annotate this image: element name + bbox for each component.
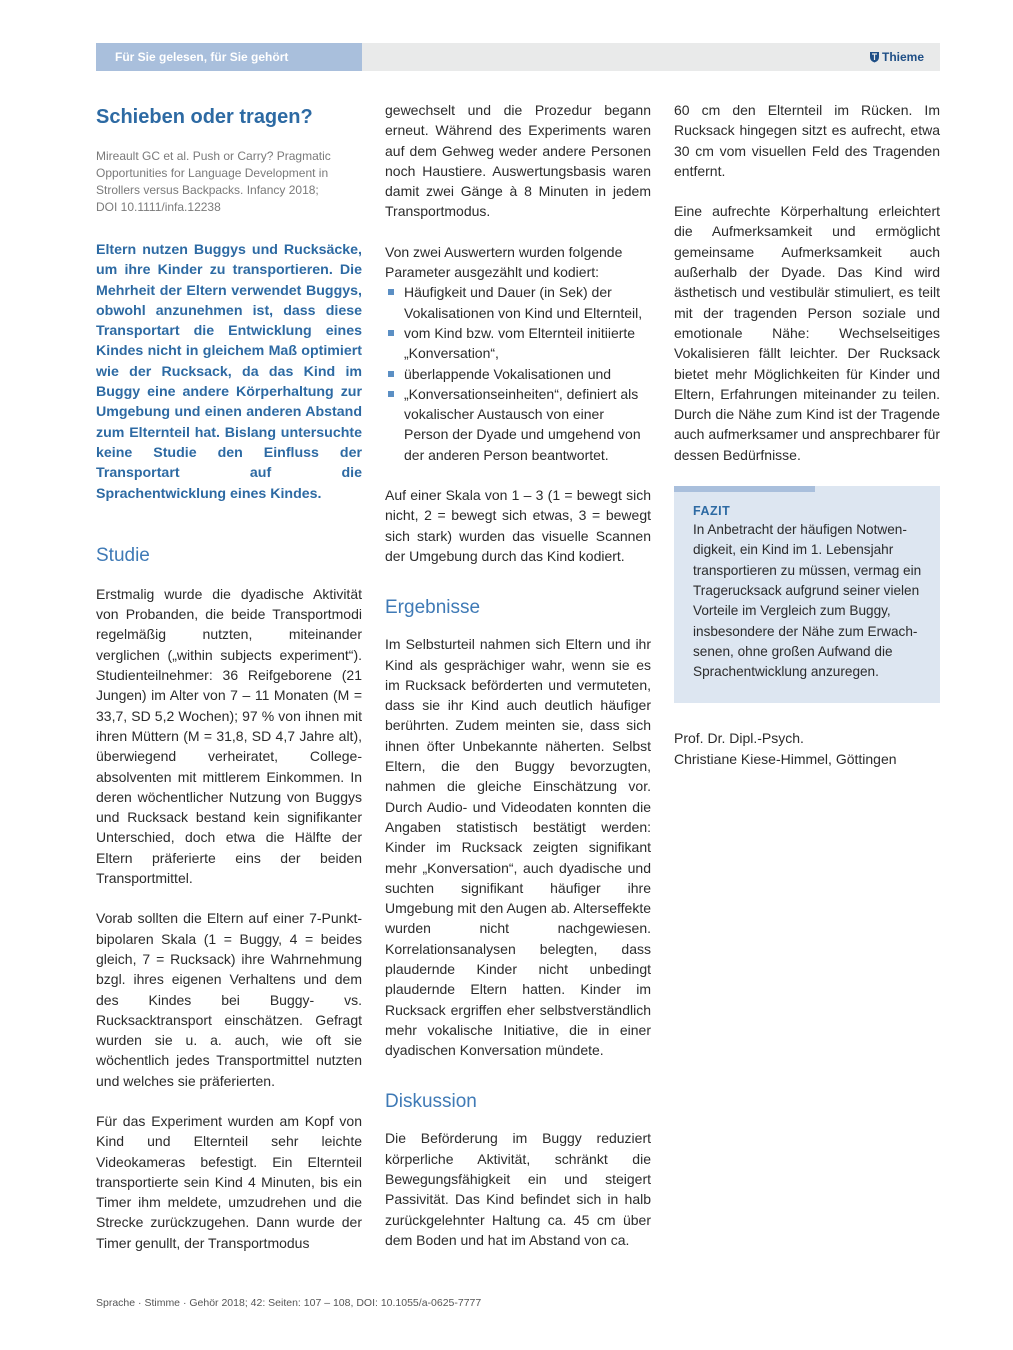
bullet-icon (388, 391, 394, 397)
lead-paragraph: Eltern nutzen Buggys und Rucksäcke, um ihre Kinder zu transportieren. Die Mehrheit der Eltern verwendet Buggys, obwohl anzunehmen ist, dass diese Transportart die Entwicklung eines Kindes nicht in gleichem Maß optimiert wie der Rucksack, da das Kind im Buggy eine andere Körperhaltung zur Umgebung und einen anderen Abstand zum Elternteil hat. Bislang untersuchte keine Studie den Einfluss der Transportart auf die Sprachentwicklung eines Kindes. (96, 242, 362, 502)
fazit-line: transportieren zu müssen, vermag ein (693, 562, 922, 578)
citation-line: Strollers versus Backpacks. Infancy 2018; (96, 183, 319, 197)
fazit-line: Vorteile im Vergleich zum Buggy, (693, 603, 891, 619)
citation-line: Opportunities for Language Development in (96, 166, 329, 180)
footer-citation: Sprache · Stimme · Gehör 2018; 42: Seiten: 107 – 108, DOI: 10.1055/a-0625-7777 (96, 1297, 482, 1309)
author-title: Prof. Dr. Dipl.-Psych. (674, 730, 804, 747)
section-label: Für Sie gelesen, für Sie gehört (96, 43, 362, 71)
body-paragraph: Eine aufrechte Körperhaltung erleichtert die Aufmerksamkeit und ermöglicht gemeinsame Aufmerksamkeit auch außerhalb der Dyade. Das Kind wird ästhetisch und vestibulär stimuliert, es teilt mit der tragenden Person soziale und emotionale Nähe: Wechselseitiges Vokalisieren fällt leichter. Der Rucksack bietet mehr Möglichkeiten für Kinder und Eltern, Erfahrungen miteinander zu teilen. Durch die Nähe zum Kind ist der Tragende auch aufmerksamer und ansprechbarer für dessen Bedürfnisse. (674, 203, 940, 463)
publisher-name: Thieme (881, 50, 924, 64)
section-heading-studie: Studie (96, 544, 150, 566)
publisher-logo (869, 43, 924, 71)
citation-line: DOI 10.1111/infa.12238 (96, 200, 221, 214)
column-3 (674, 100, 940, 769)
list-item: überlappende Vokalisationen und (385, 364, 651, 384)
body-paragraph: Die Beförderung im Buggy reduziert körperliche Aktivität, schränkt die Bewegungsfähigkeit ein und steigert Passivität. Das Kind befindet sich in halb zurückgelehnter Haltung ca. 45 cm über dem Boden und hat im Abstand von ca. (385, 1130, 651, 1248)
body-paragraph: Vorab sollten die Eltern auf einer 7-Punkt-bipolaren Skala (1 = Buggy, 4 = beides gleich, 7 = Rucksack) ihre Wahrnehmung bzgl. ihres eigenen Verhaltens und dem des Kindes bei Buggy- vs. Rucksacktransport einschätzen. Gefragt wurden sie u. a. auch, wie oft sie wöchentlich jedes Transportmittel nutzten und welches sie präferierten. (96, 910, 362, 1089)
parameter-list (385, 282, 651, 465)
body-paragraph: Erstmalig wurde die dyadische Aktivität von Probanden, die beide Transportmodi regelmäßig nutzten, miteinander verglichen („within subjects experiment“). Studienteilnehmer: 36 Reifgeborene (21 Jungen) im Alter von 7 – 11 Monaten (M = 33,7, SD 5,2 Wochen); 97 % von ihnen mit ihren Müttern (M = 31,8, SD 4,7 Jahre alt), überwiegend verheiratet, College-absolventen mit mittlerem Einkommen. In deren wöchentlicher Nutzung von Buggys und Rucksack bestand kein signifikanter Unterschied, doch etwa die Hälfte der Eltern präferierte eins der beiden Transportmittel. (96, 585, 362, 887)
fazit-line: Tragerucksack aufgrund seiner vielen (693, 582, 920, 598)
fazit-accent-bar (674, 486, 815, 492)
column-1 (96, 100, 362, 1253)
fazit-line: In Anbetracht der häufigen Notwen- (693, 522, 907, 538)
list-item: vom Kind bzw. vom Elternteil initiierte „Konversation“, (385, 323, 651, 364)
thieme-crest-icon (869, 51, 880, 63)
list-item: „Konversationseinheiten“, definiert als vokalischer Austausch von einer Person der Dyade und umgehend von der anderen Person beantwortet. (385, 384, 651, 465)
bullet-icon (388, 289, 394, 295)
fazit-title: FAZIT (693, 504, 731, 519)
fazit-line: Sprachentwicklung anzuregen. (693, 664, 879, 680)
fazit-box (674, 486, 940, 703)
section-heading-ergebnisse: Ergebnisse (385, 597, 481, 619)
bullet-icon (388, 330, 394, 336)
list-item: Häufigkeit und Dauer (in Sek) der Vokalisationen von Kind und Elternteil, (385, 282, 651, 323)
body-paragraph: Für das Experiment wurden am Kopf von Kind und Elternteil sehr leichte Videokameras befestigt. Ein Elternteil transportierte sein Kind 4 Minuten, bis ein Timer ihm meldete, umzudrehen und die Strecke zurückzugehen. Dann wurde der Timer genullt, der Transportmodus (96, 1112, 362, 1251)
body-paragraph: Von zwei Auswertern wurden folgende Parameter ausgezählt und kodiert: (385, 243, 623, 281)
fazit-line: senen, ohne großen Aufwand die (693, 643, 893, 659)
body-paragraph: gewechselt und die Prozedur begann erneut. Während des Experiments waren auf dem Gehweg weder andere Personen noch Haustiere. Auswertungsbasis waren damit zwei Gänge à 8 Minuten in jedem Transportmodus. (385, 102, 651, 220)
fazit-body (693, 520, 921, 682)
section-heading-diskussion: Diskussion (385, 1091, 477, 1113)
bullet-icon (388, 371, 394, 377)
citation (96, 148, 362, 216)
header-bar (96, 43, 940, 71)
citation-line: Mireault GC et al. Push or Carry? Pragmatic (96, 149, 331, 163)
body-paragraph: Im Selbsturteil nahmen sich Eltern und ihr Kind als gesprächiger wahr, wenn sie es im Rucksack beförderten und vermuteten, dass sie ihr Kind auch deutlich häufiger berührten. Zudem meinten sie, dass sich ihnen öfter Unbekannte näherten. Selbst Eltern, die den Buggy bevorzugten, nahmen die gleiche Einschätzung vor. Durch Audio- und Videodaten konnten die Angaben statistisch bestätigt werden: Kinder im Rucksack zeigten signifikant mehr „Konversation“, auch dyadische und suchten signifikant häufiger ihre Umgebung mit den Augen ab. Alterseffekte wurden nicht nachgewiesen. Korrelationsanalysen belegten, dass plaudernde Kinder nicht unbedingt plaudernde Eltern hatten. Kinder im Rucksack ergriffen eher selbstverständlich mehr vokalische Initiative, die in einer dyadischen Konversation mündete. (385, 636, 651, 1059)
author-name: Christiane Kiese-Himmel, Göttingen (674, 750, 897, 767)
fazit-line: insbesondere der Nähe zum Erwach- (693, 623, 918, 639)
article-title: Schieben oder tragen? (96, 106, 313, 128)
column-2 (385, 100, 651, 1250)
body-paragraph: Auf einer Skala von 1 – 3 (1 = bewegt sich nicht, 2 = bewegt sich etwas, 3 = bewegt sich stark) wurden das visuelle Scannen der Umgebung durch das Kind kodiert. (385, 487, 651, 564)
fazit-line: digkeit, ein Kind im 1. Lebensjahr (693, 542, 894, 558)
body-paragraph: 60 cm den Elternteil im Rücken. Im Rucksack hingegen sitzt es aufrecht, etwa 30 cm vom visuellen Feld des Tragenden entfernt. (674, 102, 940, 179)
author-block (674, 728, 940, 769)
